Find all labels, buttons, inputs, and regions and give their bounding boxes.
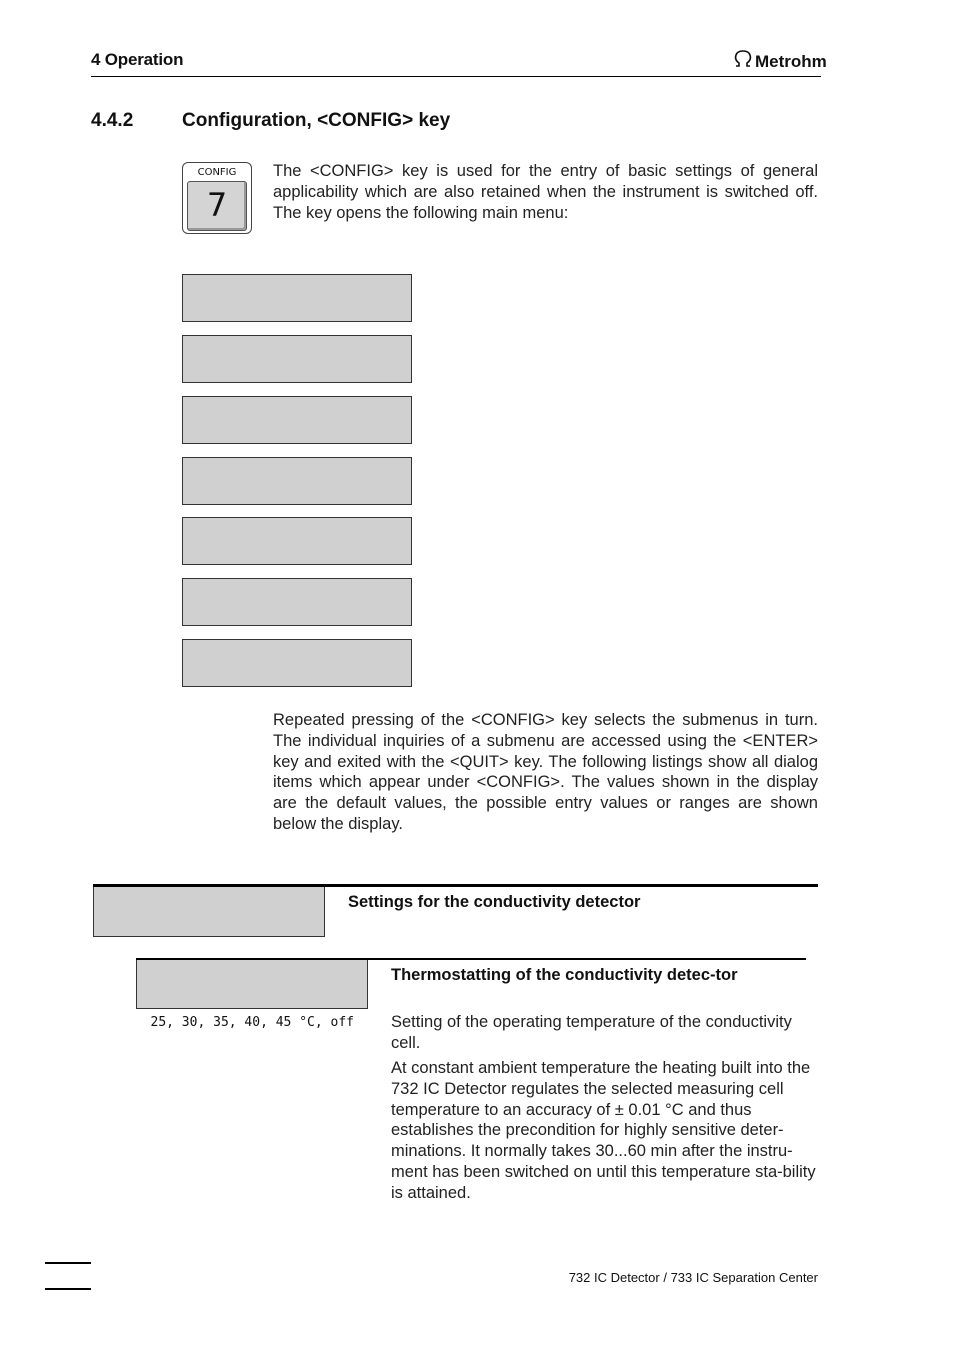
menu-display-1 (182, 274, 412, 322)
entry-values: 25, 30, 35, 40, 45 °C, off (150, 1015, 354, 1030)
menu-display-2 (182, 335, 412, 383)
subsection-text-2: At constant ambient temperature the heating built into the 732 IC Detector regulates the selected measuring cell temperature to an accuracy of ± 0.01 °C and thus establishes the precondition for highly sensitive deter-minations. It normally takes 30...60 min after the instru-ment has been switched on until this temperature sta-bility is attained. (391, 1059, 816, 1202)
brand-logo (733, 50, 827, 73)
footer-rule-bottom (45, 1288, 91, 1290)
metrohm-logo-icon (733, 50, 753, 73)
menu-display-5 (182, 517, 412, 565)
menu-display-6 (182, 578, 412, 626)
menu-display-4 (182, 457, 412, 505)
header-rule (91, 76, 821, 77)
config-key-label: CONFIG (197, 167, 237, 178)
config-key-face (187, 181, 247, 231)
subsection-display (136, 960, 368, 1009)
menu-display-3 (182, 396, 412, 444)
config-key-icon (182, 162, 252, 234)
band-display (93, 887, 325, 937)
subsection-text-1: Setting of the operating temperature of the conductivity cell. (391, 1013, 792, 1052)
running-header-section: 4 Operation (91, 50, 184, 69)
menu-display-7 (182, 639, 412, 687)
intro-paragraph: The <CONFIG> key is used for the entry of basic settings of general applicability which are also retained when the instrument is switched off. The key opens the following main menu: (273, 162, 818, 222)
band-title: Settings for the conductivity detector (348, 893, 641, 911)
footer-product: 732 IC Detector / 733 IC Separation Center (568, 1270, 818, 1285)
brand-name: Metrohm (755, 51, 827, 71)
description-paragraph: Repeated pressing of the <CONFIG> key selects the submenus in turn. The individual inquiries of a submenu are accessed using the <ENTER> key and exited with the <QUIT> key. The following listings show all dialog items which appear under <CONFIG>. The values shown in the display are the default values, the possible entry values or ranges are shown below the display. (273, 711, 818, 833)
section-number: 4.4.2 (91, 110, 134, 131)
section-title: Configuration, <CONFIG> key (182, 110, 451, 131)
subsection-title: Thermostatting of the conductivity detec-tor (391, 966, 738, 984)
config-key-number: 7 (206, 186, 228, 224)
footer-rule-top (45, 1262, 91, 1264)
